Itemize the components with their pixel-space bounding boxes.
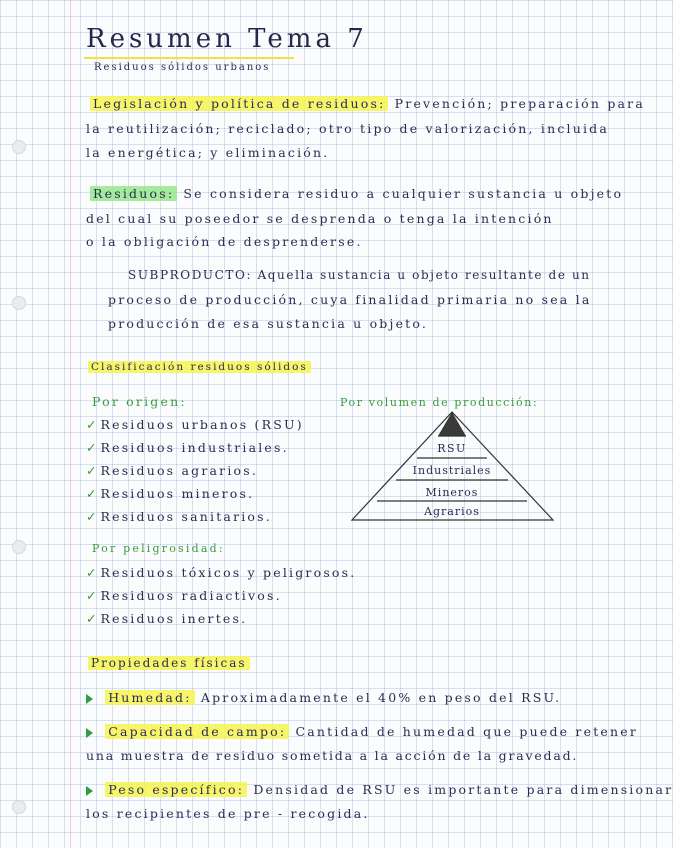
capacidad-line-1	[86, 724, 638, 739]
binder-hole	[12, 800, 26, 814]
binder-hole	[12, 540, 26, 554]
check-icon: ✓	[86, 565, 97, 580]
volumen-label: Por volumen de producción:	[340, 396, 539, 409]
production-volume-pyramid	[350, 408, 555, 526]
check-icon: ✓	[86, 588, 97, 603]
peligrosidad-item-label: Residuos inertes.	[100, 611, 248, 626]
peso-text: Densidad de RSU es importante para dimensionar	[253, 782, 673, 797]
subproducto-line-1: SUBPRODUCTO: Aquella sustancia u objeto resultante de un	[128, 268, 591, 282]
binder-hole	[12, 296, 26, 310]
legislacion-text: Prevención; preparación para	[394, 96, 646, 111]
check-icon: ✓	[86, 611, 97, 626]
capacidad-text: Cantidad de humedad que puede retener	[295, 724, 639, 739]
clasificacion-heading-text: Clasificación residuos sólidos	[88, 361, 311, 373]
peligrosidad-item	[86, 588, 282, 603]
residuos-text: Se considera residuo a cualquier sustancia u objeto	[183, 186, 624, 201]
peligrosidad-item-label: Residuos tóxicos y peligrosos.	[100, 565, 357, 580]
check-icon: ✓	[86, 463, 97, 478]
clasificacion-heading	[88, 361, 311, 373]
pyramid-apex	[438, 412, 466, 436]
peligrosidad-item	[86, 611, 247, 626]
pyramid-level-label: Agrarios	[424, 505, 480, 518]
residuos-line-1	[90, 186, 623, 201]
humedad-text: Aproximadamente el 40% en peso del RSU.	[200, 690, 562, 705]
page-subtitle: Residuos sólidos urbanos	[94, 62, 271, 73]
propiedades-heading	[88, 656, 250, 670]
residuos-line-3: o la obligación de desprenderse.	[86, 234, 363, 249]
humedad-line	[86, 690, 561, 705]
legislacion-line-3: la energética; y eliminación.	[86, 145, 330, 160]
peligrosidad-item	[86, 565, 356, 580]
legislacion-term: Legislación y política de residuos:	[90, 96, 388, 111]
triangle-bullet-icon	[86, 728, 93, 738]
triangle-bullet-icon	[86, 694, 93, 704]
origen-item-label: Residuos urbanos (RSU)	[100, 417, 304, 432]
origen-item	[86, 486, 254, 501]
peso-term: Peso específico:	[105, 782, 247, 797]
title-underline	[84, 57, 294, 59]
binder-hole	[12, 140, 26, 154]
page-title: Resumen Tema 7	[86, 24, 368, 54]
origen-item-label: Residuos agrarios.	[100, 463, 259, 478]
origen-item	[86, 440, 289, 455]
origen-item	[86, 509, 272, 524]
peso-line-2: los recipientes de pre - recogida.	[86, 806, 370, 821]
peso-line-1	[86, 782, 673, 797]
check-icon: ✓	[86, 486, 97, 501]
origen-item	[86, 417, 304, 432]
legislacion-line-2: la reutilización; reciclado; otro tipo de valorización, incluida	[86, 121, 610, 136]
pyramid-level-label: Industriales	[412, 464, 492, 477]
peligrosidad-item-label: Residuos radiactivos.	[100, 588, 282, 603]
subproducto-line-3: producción de esa sustancia u objeto.	[108, 316, 429, 331]
origen-label: Por origen:	[92, 394, 187, 409]
subproducto-line-2: proceso de producción, cuya finalidad primaria no sea la	[108, 292, 592, 307]
residuos-line-2: del cual su poseedor se desprenda o tenga la intención	[86, 211, 554, 226]
origen-item-label: Residuos industriales.	[100, 440, 289, 455]
check-icon: ✓	[86, 440, 97, 455]
humedad-term: Humedad:	[105, 690, 194, 705]
peligrosidad-label: Por peligrosidad:	[92, 542, 225, 555]
pyramid-level-label: Mineros	[425, 486, 479, 499]
check-icon: ✓	[86, 509, 97, 524]
origen-item	[86, 463, 258, 478]
pyramid-level-label: RSU	[437, 442, 467, 455]
residuos-term: Residuos:	[90, 186, 177, 201]
binder-holes	[12, 0, 26, 848]
capacidad-line-2: una muestra de residuo sometida a la acción de la gravedad.	[86, 748, 579, 763]
triangle-bullet-icon	[86, 786, 93, 796]
origen-item-label: Residuos mineros.	[100, 486, 255, 501]
legislacion-line-1	[90, 96, 645, 111]
check-icon: ✓	[86, 417, 97, 432]
capacidad-term: Capacidad de campo:	[105, 724, 289, 739]
page-margin-line	[70, 0, 71, 848]
origen-item-label: Residuos sanitarios.	[100, 509, 272, 524]
propiedades-heading-text: Propiedades físicas	[88, 656, 250, 670]
